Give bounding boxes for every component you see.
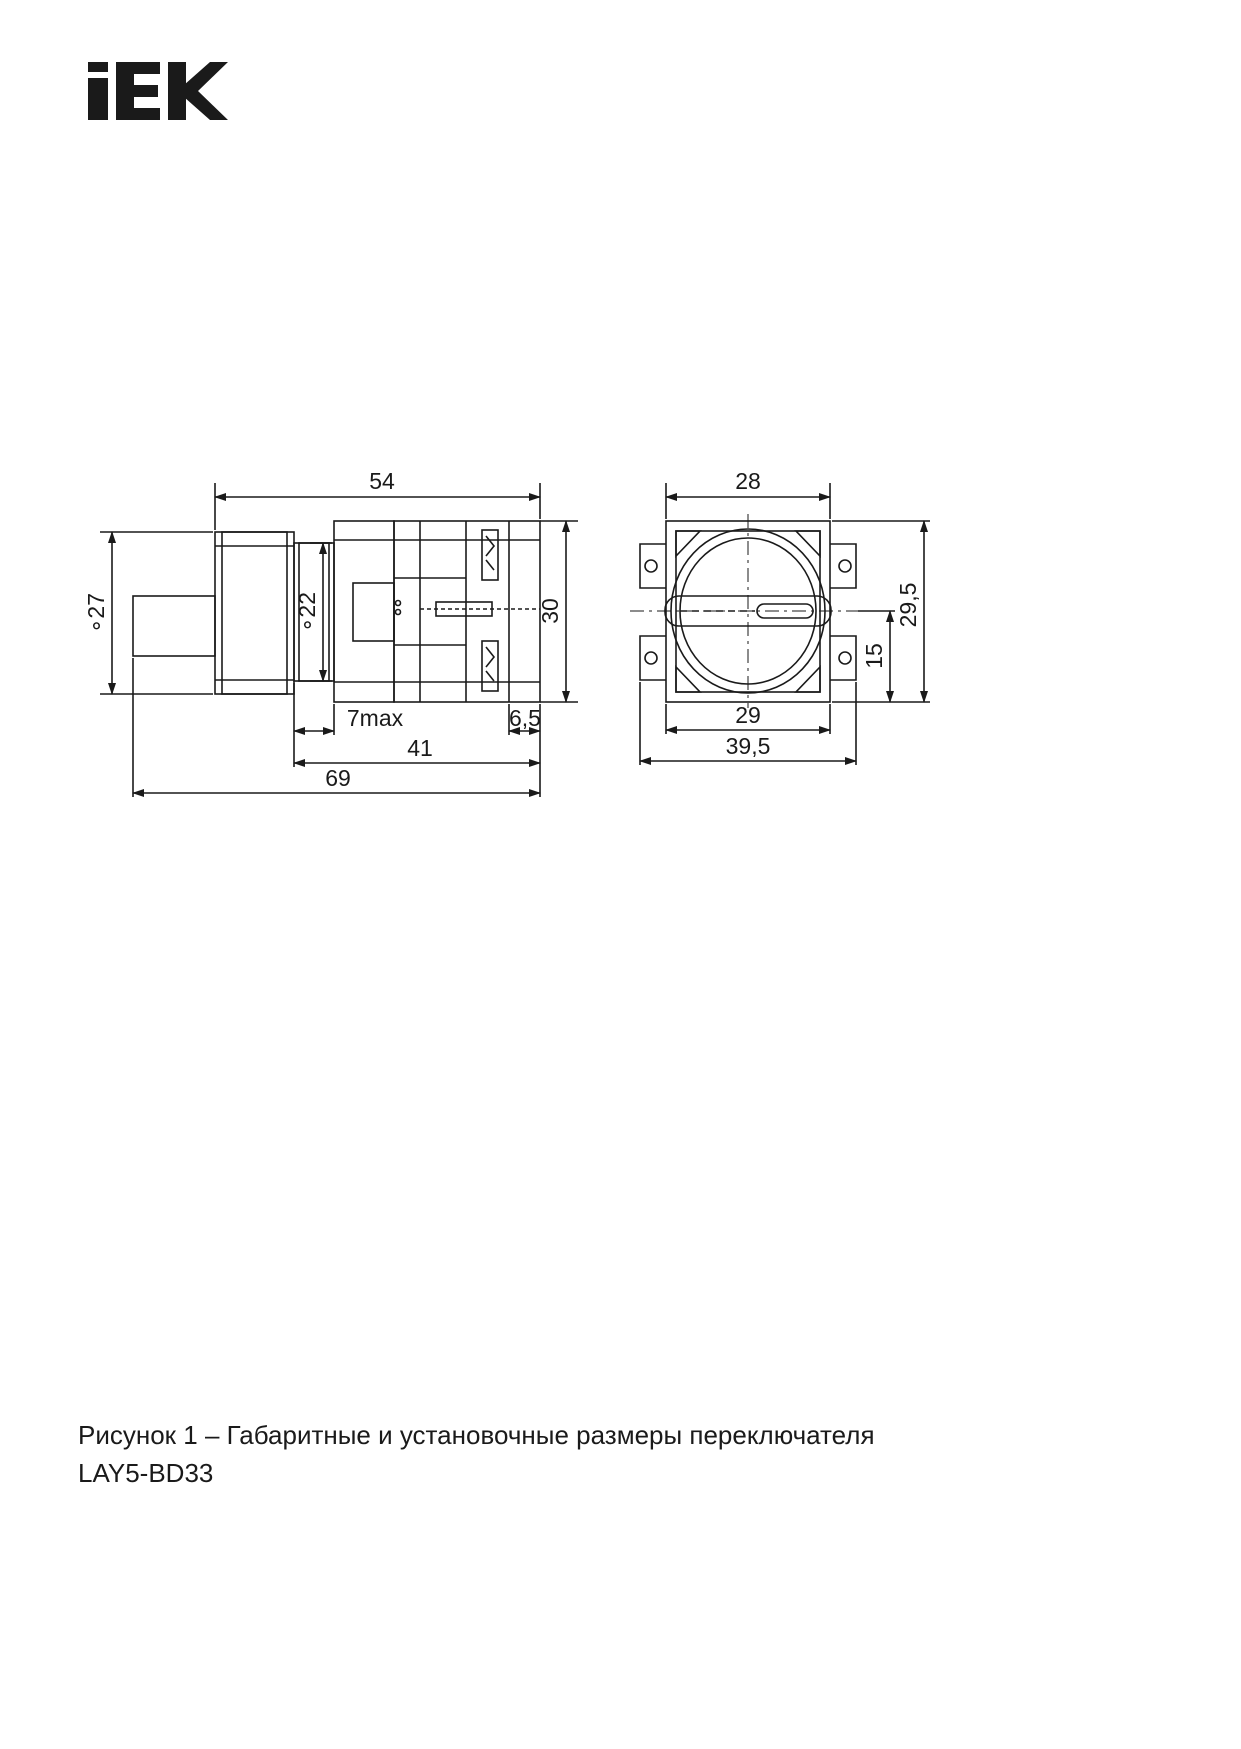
- figure-caption: [78, 1416, 1078, 1492]
- label-diameter-22: ∘22: [294, 592, 320, 632]
- label-6-5: 6,5: [509, 705, 541, 731]
- label-28: 28: [735, 468, 761, 494]
- caption-line-1: Рисунок 1 – Габаритные и установочные размеры переключателя: [78, 1420, 875, 1450]
- label-39-5: 39,5: [725, 733, 771, 759]
- front-view: [630, 483, 930, 765]
- label-30: 30: [537, 598, 563, 624]
- label-41: 41: [407, 735, 433, 761]
- label-diameter-27: ∘27: [83, 593, 109, 633]
- side-view: [100, 483, 578, 797]
- label-15: 15: [861, 643, 887, 669]
- label-29: 29: [735, 702, 761, 728]
- label-7max: 7max: [346, 705, 404, 731]
- label-69: 69: [325, 765, 351, 791]
- caption-line-2: LAY5-BD33: [78, 1458, 214, 1488]
- label-54: 54: [369, 468, 395, 494]
- label-29-5: 29,5: [895, 582, 921, 628]
